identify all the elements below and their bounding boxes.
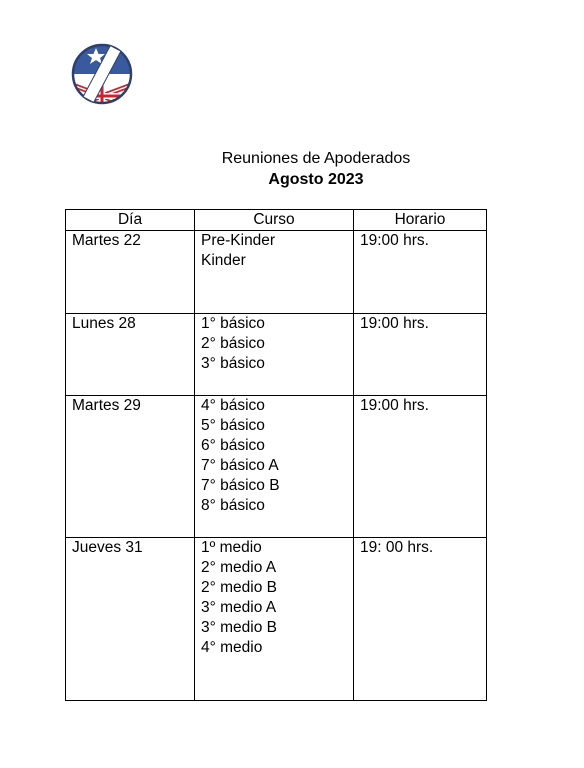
cell-horario: 19:00 hrs. — [354, 231, 487, 314]
table-row — [66, 314, 487, 396]
cell-curso — [195, 538, 354, 701]
column-header-curso: Curso — [195, 210, 354, 231]
table-header-row — [66, 210, 487, 231]
course-item: Pre-Kinder — [201, 232, 276, 249]
course-item: 5° básico — [201, 417, 265, 434]
cell-curso — [195, 231, 354, 314]
page-subtitle: Agosto 2023 — [268, 171, 364, 188]
column-header-dia: Día — [66, 210, 195, 231]
course-item: 1º medio — [201, 539, 262, 556]
course-item: 4° básico — [201, 397, 265, 414]
meetings-table — [65, 209, 487, 701]
cell-dia: Martes 22 — [66, 231, 195, 314]
course-item: 3° medio A — [201, 599, 277, 616]
course-item: 2° medio A — [201, 559, 277, 576]
school-logo — [70, 40, 134, 108]
course-item: 3° medio B — [201, 619, 277, 636]
table-row — [66, 231, 487, 314]
course-item: 1° básico — [201, 315, 265, 332]
course-item: 6° básico — [201, 437, 265, 454]
course-item: 2° medio B — [201, 579, 277, 596]
school-crest-icon — [70, 40, 134, 108]
table-row — [66, 538, 487, 701]
course-item: 8° básico — [201, 497, 265, 514]
column-header-horario: Horario — [354, 210, 487, 231]
course-item: 2° básico — [201, 335, 265, 352]
cell-curso — [195, 314, 354, 396]
cell-dia: Martes 29 — [66, 396, 195, 538]
cell-horario: 19:00 hrs. — [354, 314, 487, 396]
course-item: 7° básico B — [201, 477, 280, 494]
course-item: 3° básico — [201, 355, 265, 372]
course-item: Kinder — [201, 252, 246, 269]
course-item: 4° medio — [201, 639, 263, 656]
cell-dia: Lunes 28 — [66, 314, 195, 396]
cell-horario: 19:00 hrs. — [354, 396, 487, 538]
title-block — [160, 148, 472, 190]
course-item: 7° básico A — [201, 457, 279, 474]
table-row — [66, 396, 487, 538]
cell-curso — [195, 396, 354, 538]
page-title: Reuniones de Apoderados — [221, 150, 411, 167]
cell-horario: 19: 00 hrs. — [354, 538, 487, 701]
cell-dia: Jueves 31 — [66, 538, 195, 701]
